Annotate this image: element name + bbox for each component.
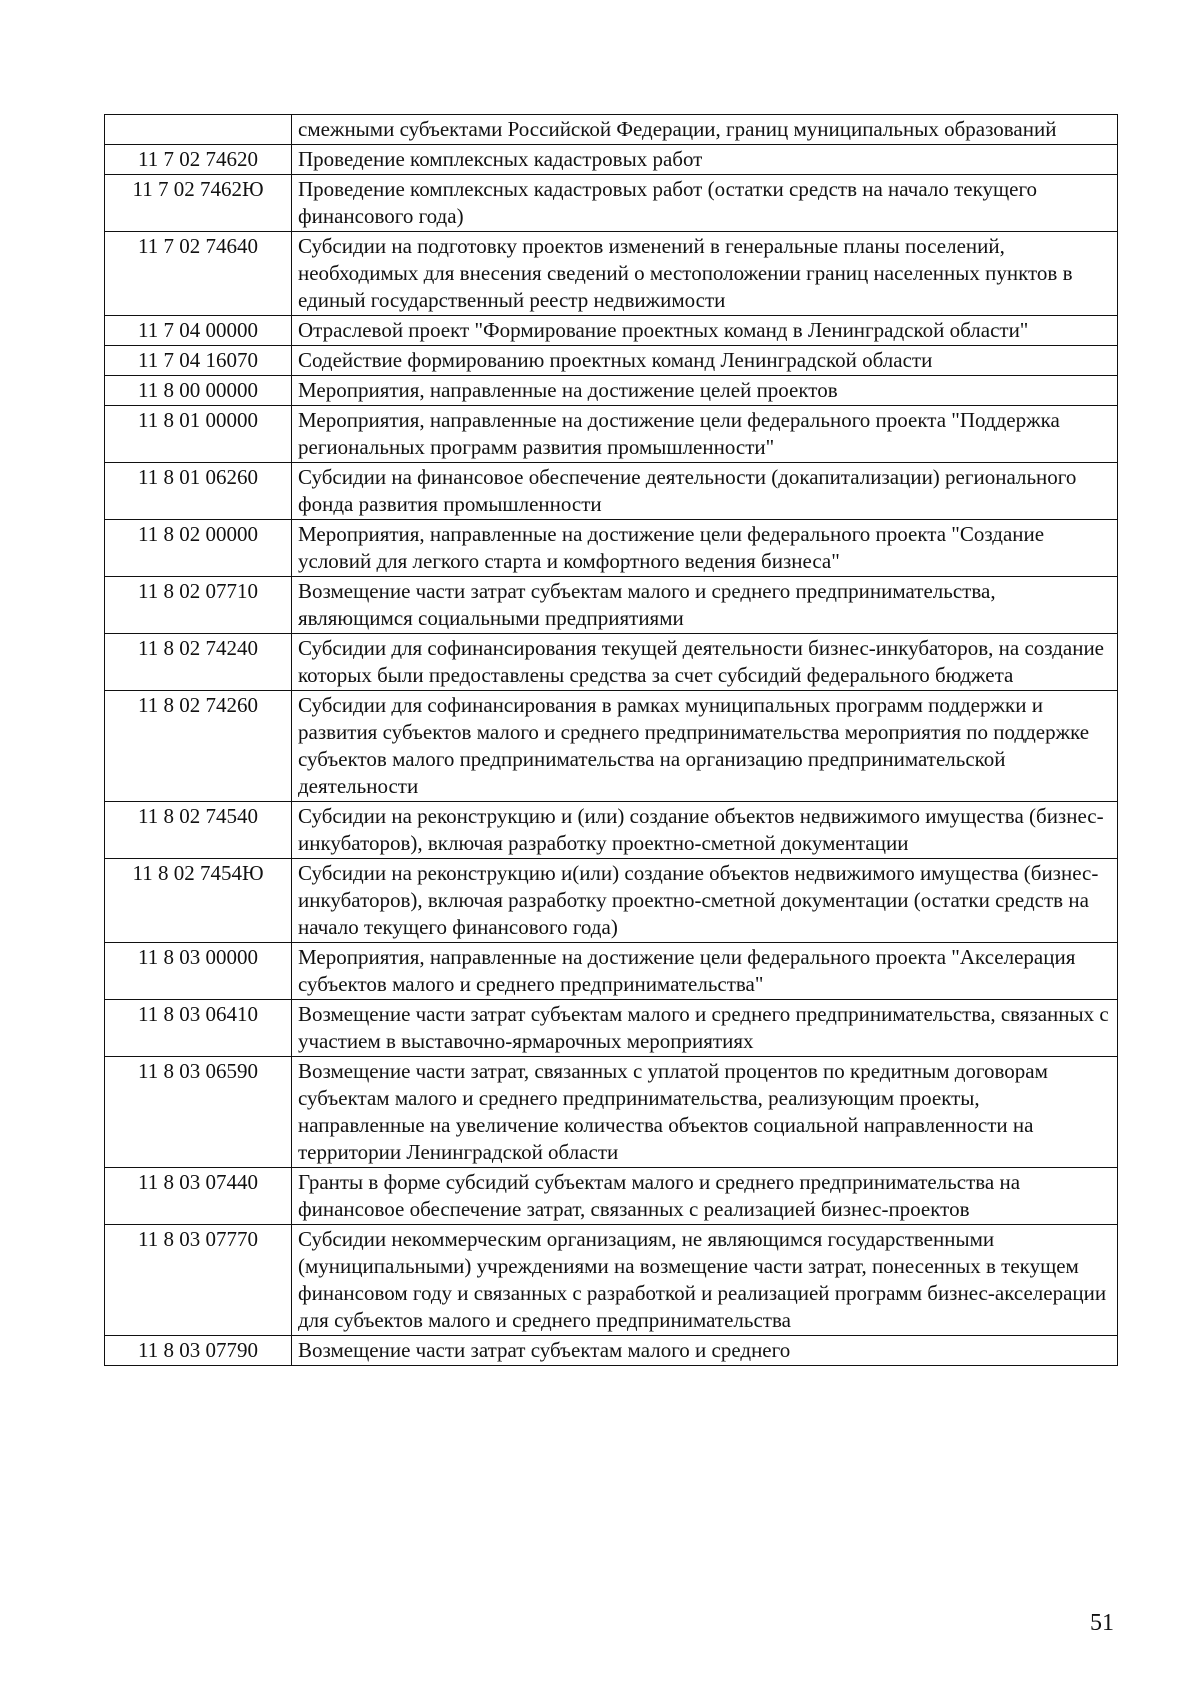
table-body xyxy=(105,115,1118,1366)
table-row xyxy=(105,1000,1118,1057)
row-code: 11 7 04 00000 xyxy=(105,316,292,346)
row-description: Проведение комплексных кадастровых работ (остатки средств на начало текущего финансового года) xyxy=(292,175,1118,232)
row-code: 11 8 01 00000 xyxy=(105,406,292,463)
row-description: Мероприятия, направленные на достижение цели федерального проекта "Создание условий для легкого старта и комфортного ведения бизнеса" xyxy=(292,520,1118,577)
row-code: 11 8 02 07710 xyxy=(105,577,292,634)
table-row xyxy=(105,520,1118,577)
row-description: Возмещение части затрат, связанных с уплатой процентов по кредитным договорам субъектам малого и среднего предпринимательства, реализующим проекты, направленные на увеличение количества объектов социальной направленности на территории Ленинградской области xyxy=(292,1057,1118,1168)
row-code: 11 8 02 00000 xyxy=(105,520,292,577)
row-code: 11 7 02 74640 xyxy=(105,232,292,316)
row-description: Отраслевой проект "Формирование проектных команд в Ленинградской области" xyxy=(292,316,1118,346)
table-row xyxy=(105,463,1118,520)
row-code: 11 8 03 00000 xyxy=(105,943,292,1000)
table-row xyxy=(105,802,1118,859)
row-code: 11 8 03 06410 xyxy=(105,1000,292,1057)
table-row xyxy=(105,175,1118,232)
table-row xyxy=(105,145,1118,175)
row-description: Мероприятия, направленные на достижение целей проектов xyxy=(292,376,1118,406)
row-description: смежными субъектами Российской Федерации, границ муниципальных образований xyxy=(292,115,1118,145)
row-description: Субсидии для софинансирования в рамках муниципальных программ поддержки и развития субъектов малого и среднего предпринимательства мероприятия по поддержке субъектов малого предпринимательства на организацию предпринимательской деятельности xyxy=(292,691,1118,802)
row-code: 11 8 03 07440 xyxy=(105,1168,292,1225)
row-description: Мероприятия, направленные на достижение цели федерального проекта "Поддержка региональных программ развития промышленности" xyxy=(292,406,1118,463)
row-description: Возмещение части затрат субъектам малого и среднего предпринимательства, являющимся социальными предприятиями xyxy=(292,577,1118,634)
row-code: 11 7 02 7462Ю xyxy=(105,175,292,232)
row-description: Возмещение части затрат субъектам малого и среднего предпринимательства, связанных с участием в выставочно-ярмарочных мероприятиях xyxy=(292,1000,1118,1057)
row-description: Возмещение части затрат субъектам малого и среднего xyxy=(292,1336,1118,1366)
row-description: Проведение комплексных кадастровых работ xyxy=(292,145,1118,175)
row-code: 11 8 00 00000 xyxy=(105,376,292,406)
row-code: 11 8 03 07770 xyxy=(105,1225,292,1336)
table-row xyxy=(105,859,1118,943)
table-row xyxy=(105,346,1118,376)
table-row xyxy=(105,232,1118,316)
table-row xyxy=(105,115,1118,145)
table-row xyxy=(105,943,1118,1000)
row-description: Субсидии на финансовое обеспечение деятельности (докапитализации) регионального фонда развития промышленности xyxy=(292,463,1118,520)
row-code: 11 8 02 74540 xyxy=(105,802,292,859)
page-number: 51 xyxy=(1090,1610,1114,1636)
row-code: 11 8 02 74240 xyxy=(105,634,292,691)
table-row xyxy=(105,577,1118,634)
table-row xyxy=(105,316,1118,346)
row-description: Субсидии для софинансирования текущей деятельности бизнес-инкубаторов, на создание которых были предоставлены средства за счет субсидий федерального бюджета xyxy=(292,634,1118,691)
row-description: Субсидии на реконструкцию и (или) создание объектов недвижимого имущества (бизнес-инкубаторов), включая разработку проектно-сметной документации xyxy=(292,802,1118,859)
table-row xyxy=(105,1225,1118,1336)
table-row xyxy=(105,406,1118,463)
table-row xyxy=(105,1336,1118,1366)
table-row xyxy=(105,634,1118,691)
row-code xyxy=(105,115,292,145)
row-code: 11 7 02 74620 xyxy=(105,145,292,175)
row-code: 11 8 01 06260 xyxy=(105,463,292,520)
row-description: Содействие формированию проектных команд Ленинградской области xyxy=(292,346,1118,376)
table-row xyxy=(105,691,1118,802)
table-row xyxy=(105,376,1118,406)
row-code: 11 8 03 06590 xyxy=(105,1057,292,1168)
row-description: Субсидии на реконструкцию и(или) создание объектов недвижимого имущества (бизнес-инкубаторов), включая разработку проектно-сметной документации (остатки средств на начало текущего финансового года) xyxy=(292,859,1118,943)
row-code: 11 7 04 16070 xyxy=(105,346,292,376)
row-description: Гранты в форме субсидий субъектам малого и среднего предпринимательства на финансовое обеспечение затрат, связанных с реализацией бизнес-проектов xyxy=(292,1168,1118,1225)
budget-codes-table xyxy=(104,114,1118,1366)
table-row xyxy=(105,1057,1118,1168)
row-code: 11 8 02 7454Ю xyxy=(105,859,292,943)
row-description: Субсидии некоммерческим организациям, не являющимся государственными (муниципальными) учреждениями на возмещение части затрат, понесенных в текущем финансовом году и связанных с разработкой и реализацией программ бизнес-акселерации для субъектов малого и среднего предпринимательства xyxy=(292,1225,1118,1336)
row-description: Субсидии на подготовку проектов изменений в генеральные планы поселений, необходимых для внесения сведений о местоположении границ населенных пунктов в единый государственный реестр недвижимости xyxy=(292,232,1118,316)
row-code: 11 8 02 74260 xyxy=(105,691,292,802)
row-code: 11 8 03 07790 xyxy=(105,1336,292,1366)
row-description: Мероприятия, направленные на достижение цели федерального проекта "Акселерация субъектов малого и среднего предпринимательства" xyxy=(292,943,1118,1000)
table-row xyxy=(105,1168,1118,1225)
